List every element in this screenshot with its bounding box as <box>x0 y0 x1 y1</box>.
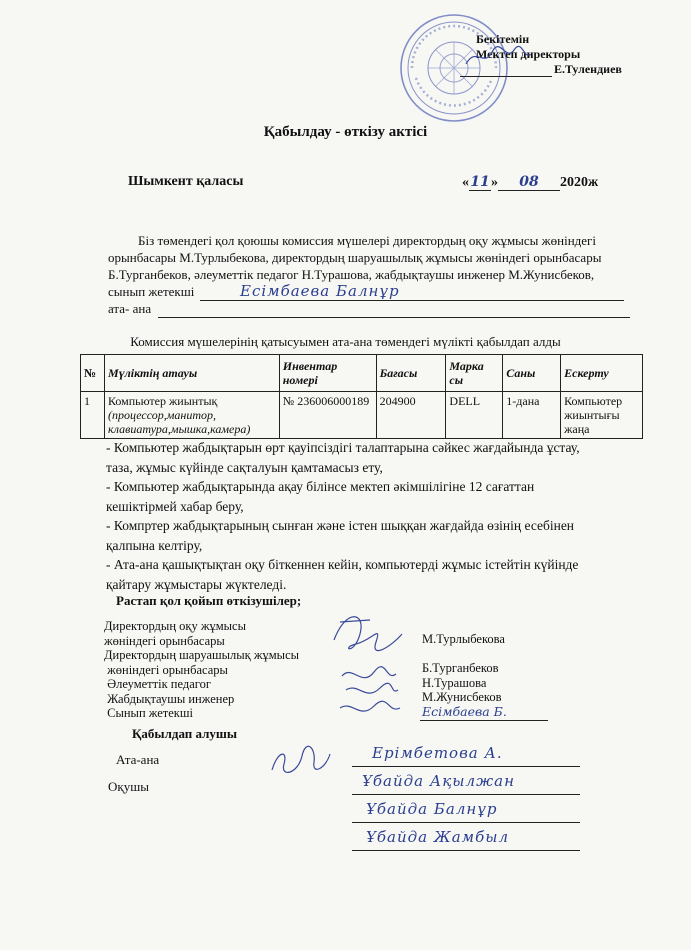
col-header-qty: Саны <box>503 355 561 392</box>
signer-position: Сынып жетекші <box>104 706 193 720</box>
document-title: Қабылдау - өткізу актісі <box>263 124 428 140</box>
parent-label-line: ата- ана <box>108 301 152 316</box>
director-signature <box>462 42 532 72</box>
approval-director-name: Е.Тулендиев <box>554 62 622 76</box>
col-header-number: № <box>81 355 105 392</box>
confirm-title: Растап қол қойып өткізушілер; <box>116 593 302 608</box>
col-header-note: Ескерту <box>561 355 643 392</box>
receiver-line <box>352 766 580 767</box>
receiver-line <box>352 794 580 795</box>
receiver-handwritten-name: Ұбайда Ақылжан <box>362 772 515 790</box>
date-day: 11 <box>470 174 490 190</box>
teacher-label: сынып жетекші <box>108 284 195 299</box>
col-header-name: Мүліктің атауы <box>104 355 279 392</box>
commission-paragraph <box>108 232 636 317</box>
date-month: 08 <box>498 174 560 191</box>
cell-brand: DELL <box>446 392 503 439</box>
rule-line: - Ата-ана қашықтықтан оқу біткеннен кейін, компьютерді жұмыс істейтін күйінде <box>106 557 579 572</box>
rule-line: қалпына келтіру, <box>106 537 203 553</box>
table-row <box>81 392 643 439</box>
signer-name: М.Жунисбеков <box>422 690 502 704</box>
teacher-fill-line <box>200 300 624 301</box>
signer-position: жөніндегі орынбасары <box>104 633 225 648</box>
date-year: 2020ж <box>560 175 599 190</box>
rule-line: - Компьютер жабдықтарында ақау білінсе мектеп әкімшілігіне 12 сағаттан <box>106 479 535 494</box>
document-date <box>462 174 598 191</box>
date-quote-open: « <box>462 175 469 190</box>
signer-position: Директордың оқу жұмысы <box>104 619 246 633</box>
approval-line2: Мектеп директоры <box>476 47 581 61</box>
date-quote-close: » <box>491 175 498 190</box>
cell-price: 204900 <box>376 392 446 439</box>
intro-sentence: Комиссия мүшелерінің қатысуымен ата-ана төмендегі мүлікті қабылдап алды <box>130 334 561 349</box>
parent-signature <box>268 744 332 778</box>
parent-fill-line <box>158 317 630 318</box>
cell-note: Компьютер жиынтығы жаңа <box>561 392 643 439</box>
receiver-parent-label: Ата-ана <box>116 752 160 767</box>
signer-position: жөніндегі орынбасары <box>104 662 228 677</box>
receiver-handwritten-name: Ұбайда Балнұр <box>366 800 498 818</box>
rule-line: кешіктірмей хабар беру, <box>106 498 244 514</box>
receiver-line <box>352 822 580 823</box>
col-header-inventory: Инвентар номері <box>279 355 376 392</box>
signer-position: Әлеуметтік педагог <box>104 677 211 691</box>
signer-name-handwritten: Есімбаева Б. <box>422 703 507 719</box>
paragraph-line1: Біз төмендегі қол қоюшы комиссия мүшелері директордың оқу жұмысы жөніндегі <box>138 233 597 248</box>
receiver-handwritten-name: Ұбайда Жамбыл <box>366 828 510 846</box>
signer-position: Жабдықтаушы инженер <box>104 691 235 706</box>
signer-name: М.Турлыбекова <box>422 632 505 646</box>
obligations-list <box>106 438 646 594</box>
rule-line: қайтару жұмыстары жүктеледі. <box>106 576 287 592</box>
commission-signatures <box>326 604 408 728</box>
signers-names <box>422 632 507 719</box>
rule-line: - Компьютер жабдықтарын өрт қауіпсіздігі талаптарына сәйкес жағдайында ұстау, <box>106 440 580 455</box>
rule-line: таза, жұмыс күйінде сақталуын қамтамасыз ету, <box>106 459 383 475</box>
paragraph-line2: орынбасары М.Турлыбекова, директордың шаруашылық жұмысы жөніндегі орынбасары <box>108 250 602 265</box>
rule-line: - Компртер жабдықтарының сынған және істен шыққан жағдайда өзінің есебінен <box>106 518 575 533</box>
city-label: Шымкент қаласы <box>128 174 244 189</box>
cell-qty: 1-дана <box>503 392 561 439</box>
receiver-student-label: Оқушы <box>108 779 149 794</box>
receiver-handwritten-name: Ерімбетова А. <box>372 744 503 762</box>
paragraph-line3: Б.Турганбеков, әлеуметтік педагог Н.Турашова, жабдықтаушы инженер М.Жунисбеков, <box>108 267 595 282</box>
receiver-title: Қабылдап алушы <box>132 726 238 741</box>
table-header-row <box>81 355 643 392</box>
cell-number: 1 <box>81 392 105 439</box>
teacher-handwritten-name: Есімбаева Балнұр <box>240 282 400 300</box>
col-header-brand: Марка сы <box>446 355 503 392</box>
cell-name-main: Компьютер жиынтық <box>107 394 218 408</box>
col-header-price: Бағасы <box>376 355 446 392</box>
signer-position: Директордың шаруашылық жұмысы <box>104 648 300 662</box>
signer-name: Н.Турашова <box>422 675 487 690</box>
teacher-sign-line <box>420 720 548 721</box>
signer-name: Б.Турганбеков <box>422 661 499 675</box>
inventory-table <box>80 354 643 439</box>
receiver-line <box>352 850 580 851</box>
signers-positions <box>104 619 299 721</box>
approval-line1: Бекітемін <box>476 32 530 46</box>
cell-inventory: № 236006000189 <box>279 392 376 439</box>
approval-signature-line <box>460 76 552 77</box>
cell-name <box>104 392 279 439</box>
cell-name-detail: (процессор,манитор, клавиатура,мышка,камера) <box>107 408 251 436</box>
